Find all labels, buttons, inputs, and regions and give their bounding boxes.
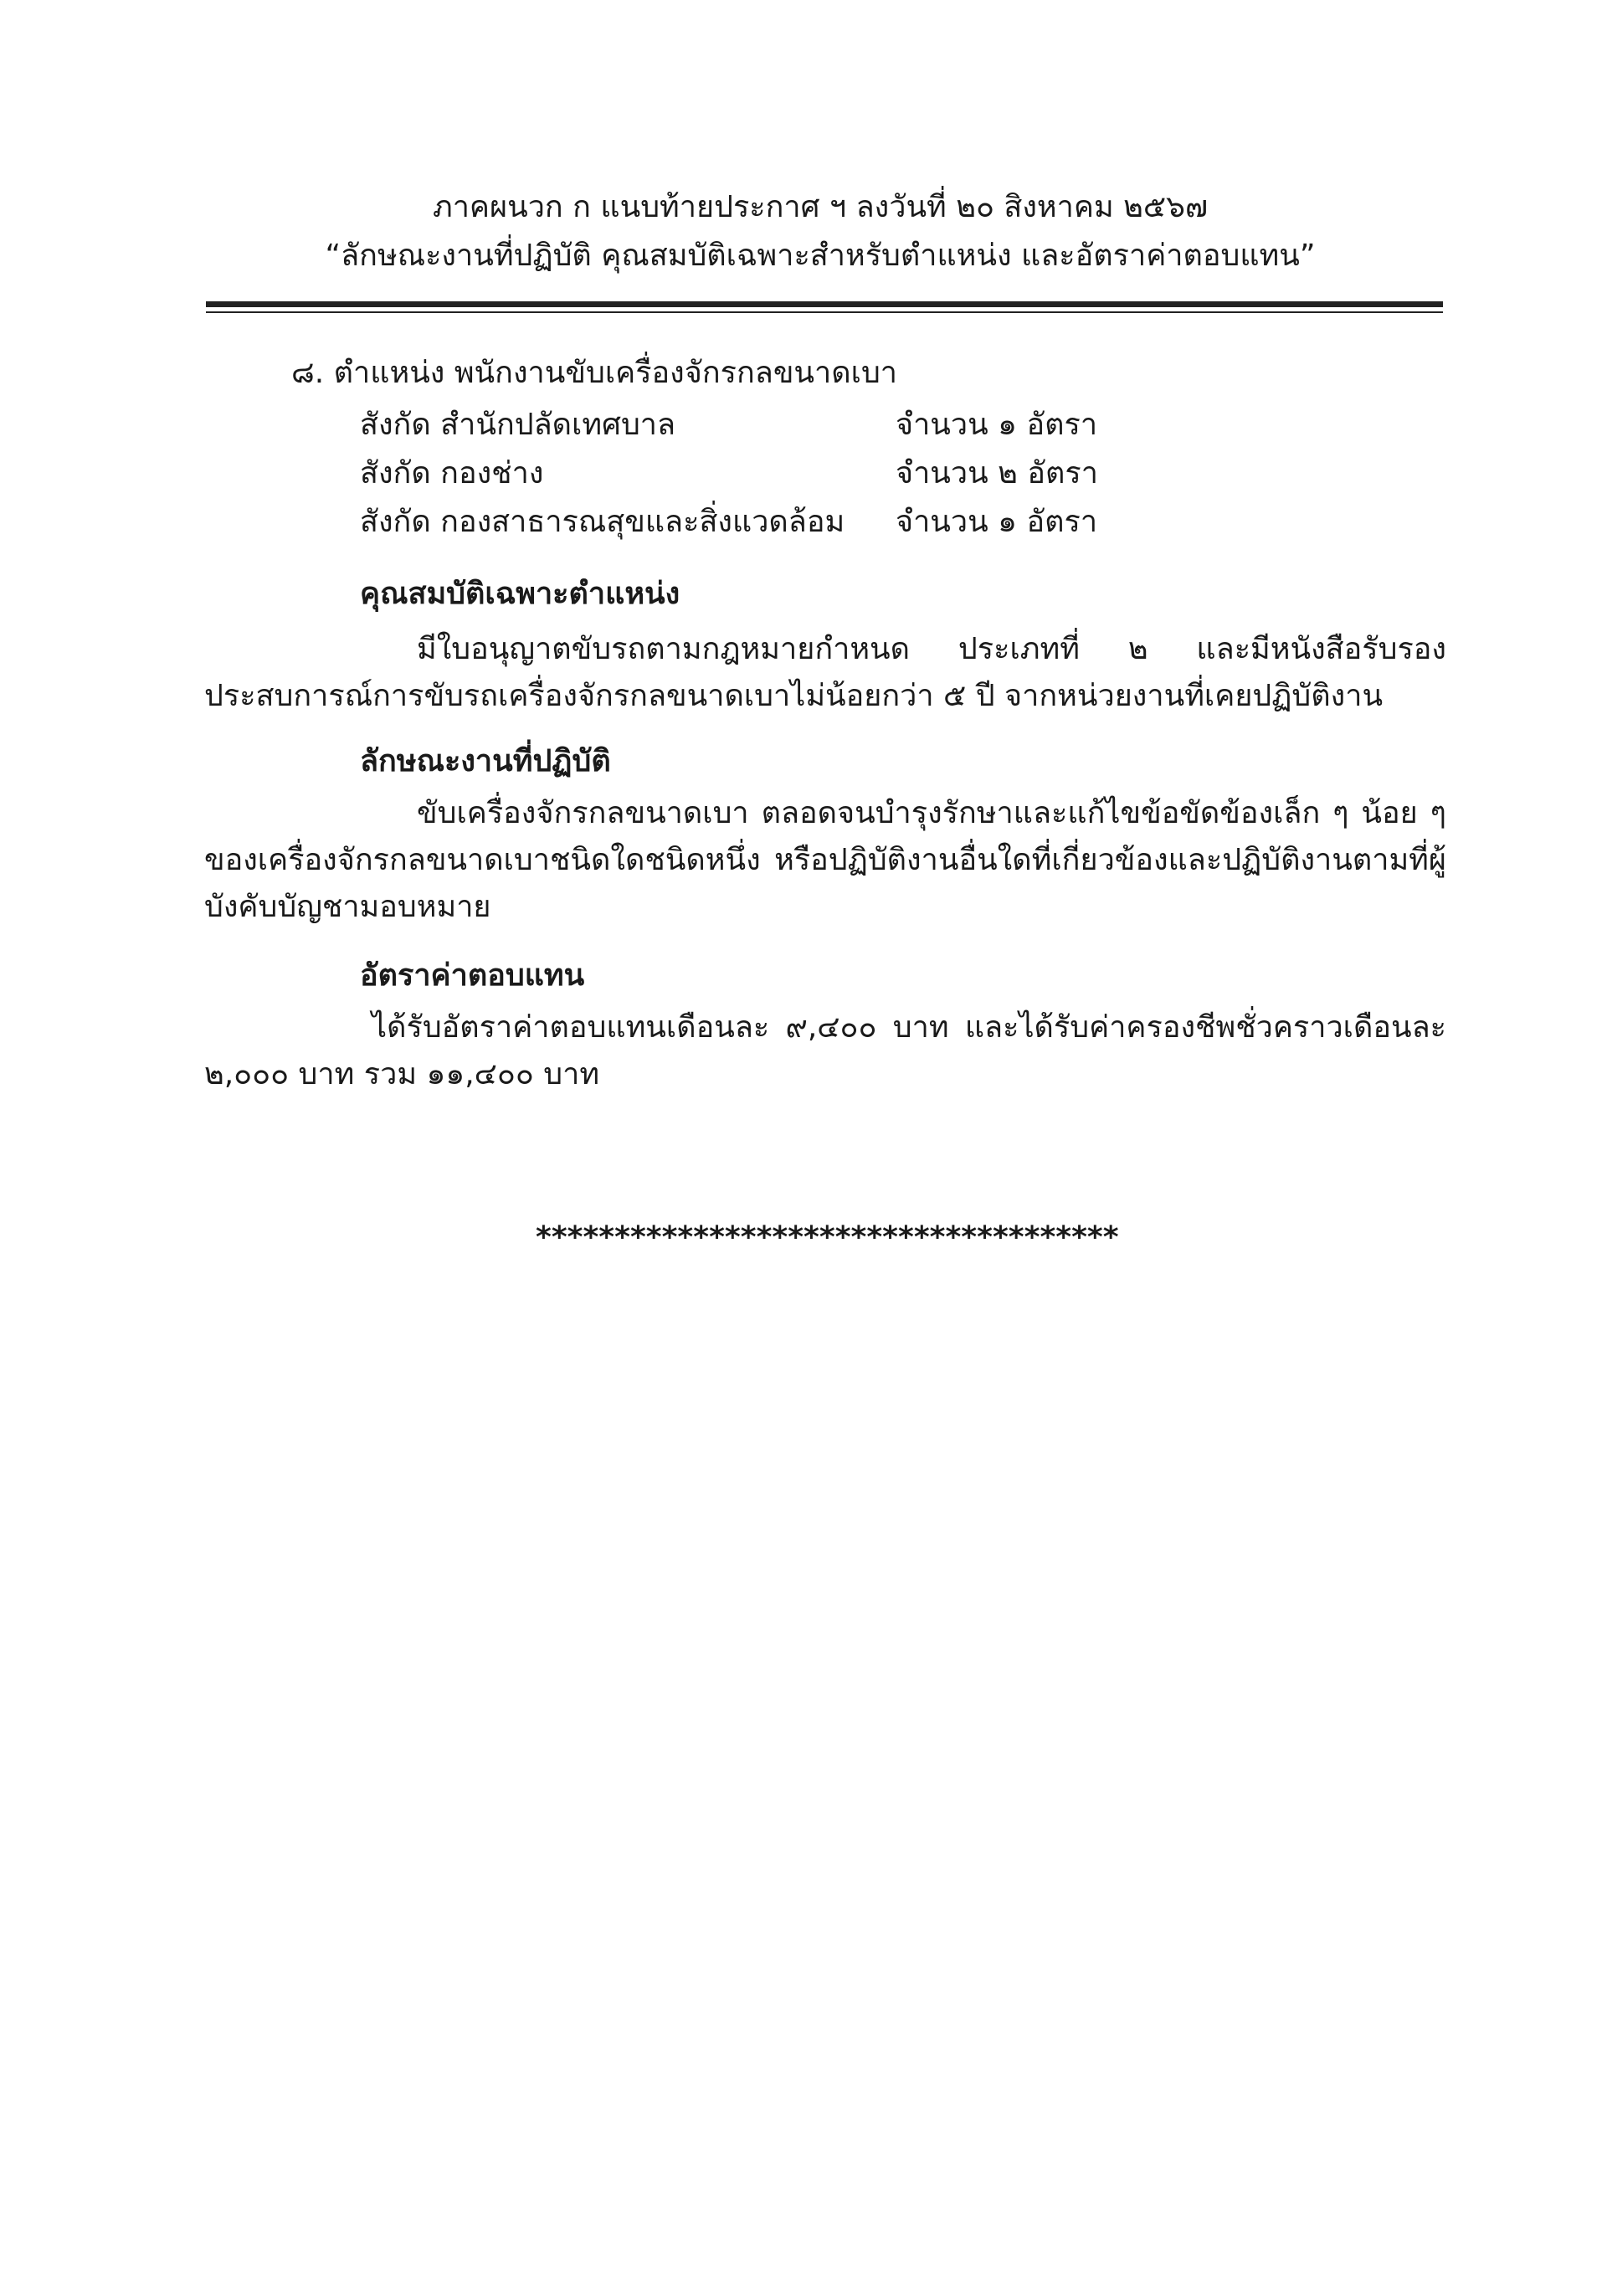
unit-name: สังกัด กองช่าง	[360, 456, 544, 491]
qualifications-heading: คุณสมบัติเฉพาะตำแหน่ง	[360, 577, 680, 611]
appendix-header: ภาคผนวก ก แนบท้ายประกาศ ฯ ลงวันที่ ๒๐ สิงหาคม ๒๕๖๗	[432, 190, 1209, 224]
header-divider-thick	[206, 301, 1443, 307]
compensation-heading: อัตราค่าตอบแทน	[360, 958, 585, 993]
position-title: ๘. ตำแหน่ง พนักงานขับเครื่องจักรกลขนาดเบา	[291, 356, 898, 390]
unit-name: สังกัด สำนักปลัดเทศบาล	[360, 408, 676, 442]
qualifications-text: มีใบอนุญาตขับรถตามกฎหมายกำหนด ประเภทที่ ๒ และมีหนังสือรับรองประสบการณ์การขับรถเครื่องจักรกลขนาดเบาไม่น้อยกว่า ๕ ปี จากหน่วยงานที่เคยปฏิบัติงาน	[204, 632, 1446, 713]
header-divider-thin	[206, 311, 1443, 313]
end-separator: *************************************	[536, 1220, 1119, 1255]
compensation-text: ได้รับอัตราค่าตอบแทนเดือนละ ๙,๔๐๐ บาท และได้รับค่าครองชีพชั่วคราวเดือนละ ๒,๐๐๐ บาท รวม ๑๑,๔๐๐ บาท	[204, 1010, 1446, 1091]
unit-count: จำนวน ๑ อัตรา	[896, 408, 1098, 442]
duties-heading: ลักษณะงานที่ปฏิบัติ	[360, 744, 611, 778]
unit-count: จำนวน ๒ อัตรา	[896, 456, 1098, 491]
unit-count: จำนวน ๑ อัตรา	[896, 505, 1098, 539]
duties-text: ขับเครื่องจักรกลขนาดเบา ตลอดจนบำรุงรักษาและแก้ไขข้อขัดข้องเล็ก ๆ น้อย ๆ ของเครื่องจักรกลขนาดเบาชนิดใดชนิดหนึ่ง หรือปฏิบัติงานอื่นใดที่เกี่ยวข้องและปฏิบัติงานตามที่ผู้บังคับบัญชามอบหมาย	[204, 796, 1446, 924]
appendix-subtitle: “ลักษณะงานที่ปฏิบัติ คุณสมบัติเฉพาะสำหรับตำแหน่ง และอัตราค่าตอบแทน”	[325, 239, 1316, 273]
unit-name: สังกัด กองสาธารณสุขและสิ่งแวดล้อม	[360, 505, 845, 539]
